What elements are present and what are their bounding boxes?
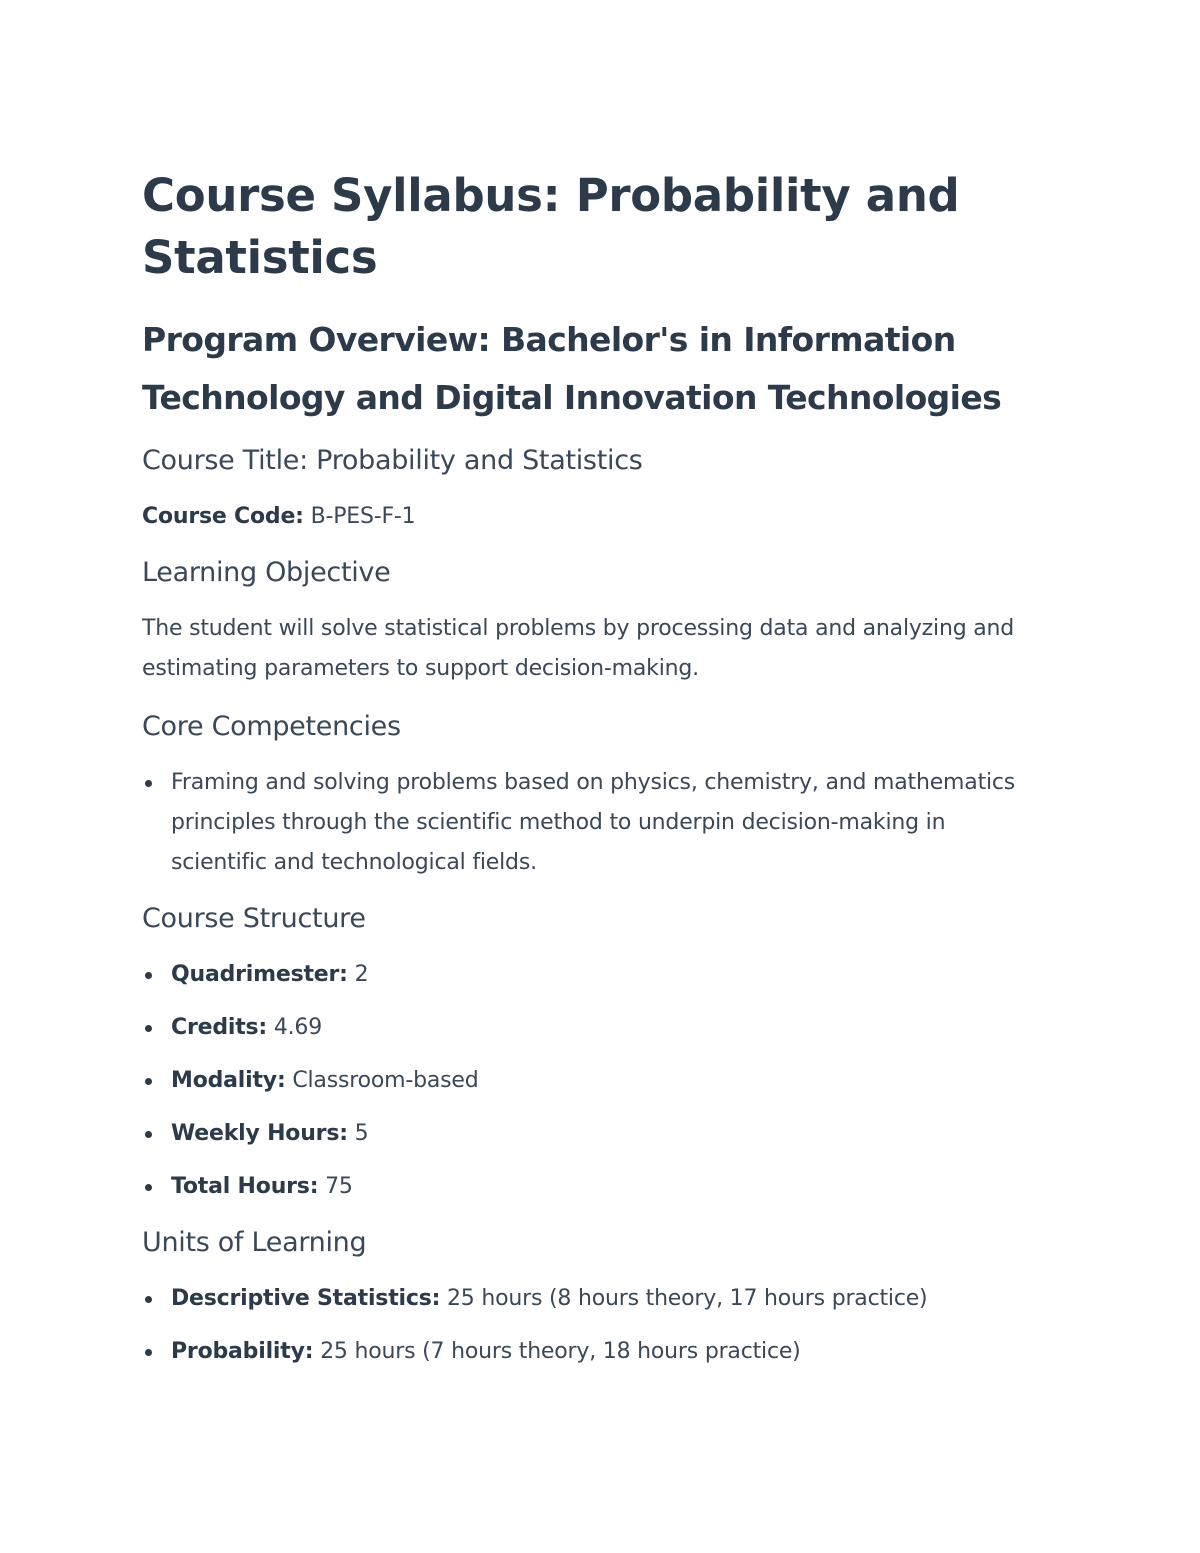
item-label: Quadrimester: — [171, 962, 348, 987]
item-value: 75 — [325, 1174, 353, 1199]
item-label: Credits: — [171, 1015, 268, 1040]
course-code — [142, 497, 1042, 537]
item-value: 2 — [354, 962, 369, 987]
list-item — [142, 1008, 1042, 1048]
list-item: Framing and solving problems based on physics, chemistry, and mathematics principles through the scientific method to underpin decision-making in scientific and technological fields. — [142, 763, 1042, 883]
item-value: 25 hours (7 hours theory, 18 hours practice) — [320, 1339, 801, 1364]
course-structure-list — [142, 955, 1042, 1207]
core-competencies-heading: Core Competencies — [142, 711, 401, 742]
item-label: Descriptive Statistics: — [171, 1286, 441, 1311]
item-value: 4.69 — [273, 1015, 322, 1040]
learning-objective-text: The student will solve statistical problems by processing data and analyzing and estimating parameters to support decision-making. — [142, 616, 1015, 681]
syllabus-document — [142, 165, 1042, 1388]
item-label: Probability: — [171, 1339, 314, 1364]
units-of-learning-heading: Units of Learning — [142, 1227, 367, 1258]
list-item — [142, 1279, 1042, 1319]
item-label: Modality: — [171, 1068, 286, 1093]
units-of-learning-list — [142, 1279, 1042, 1372]
course-title-heading: Course Title: Probability and Statistics — [142, 445, 643, 476]
course-code-label: Course Code: — [142, 504, 304, 529]
item-label: Weekly Hours: — [171, 1121, 348, 1146]
list-item — [142, 1061, 1042, 1101]
document-title: Course Syllabus: Probability and Statistics — [142, 169, 960, 284]
item-label: Total Hours: — [171, 1174, 319, 1199]
learning-objective-heading: Learning Objective — [142, 557, 391, 588]
item-value: 5 — [354, 1121, 369, 1146]
item-value: Classroom-based — [292, 1068, 479, 1093]
list-item — [142, 1332, 1042, 1372]
list-item — [142, 955, 1042, 995]
course-code-value: B-PES-F-1 — [310, 504, 416, 529]
program-overview-heading: Program Overview: Bachelor's in Information Technology and Digital Innovation Technologies — [142, 320, 1002, 417]
item-value: 25 hours (8 hours theory, 17 hours practice) — [446, 1286, 928, 1311]
course-structure-heading: Course Structure — [142, 903, 366, 934]
core-competencies-list — [142, 763, 1042, 883]
list-item — [142, 1114, 1042, 1154]
list-item — [142, 1167, 1042, 1207]
